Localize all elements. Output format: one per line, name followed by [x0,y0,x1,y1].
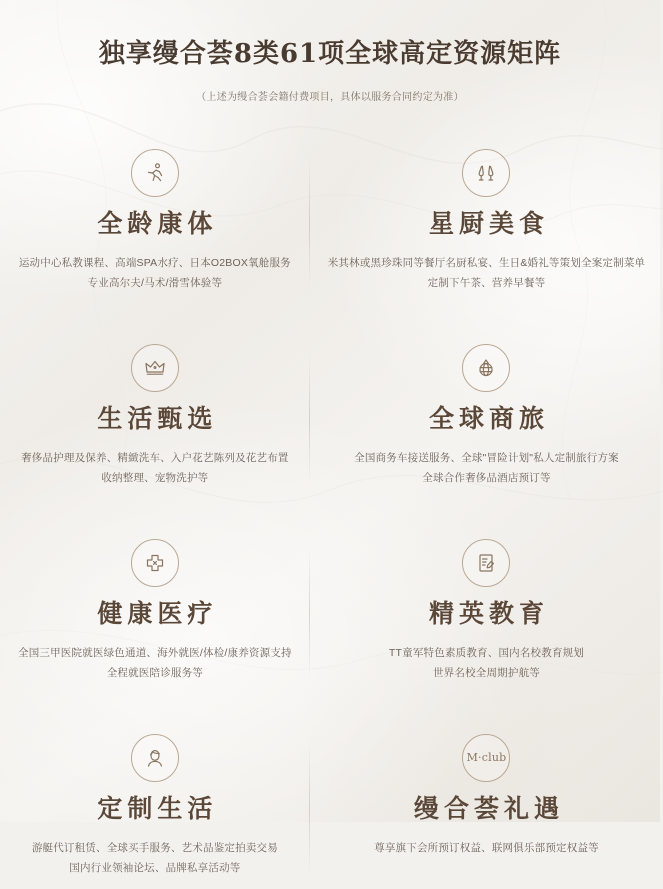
category-title: 定制生活 [97,793,218,823]
category-description [18,448,292,489]
runner-icon [131,149,179,197]
m-club-icon [462,734,510,782]
crown-icon [131,344,179,392]
category-description-line: 运动中心私教课程、高端SPA水疗、日本O2BOX氧舱服务 [18,256,291,269]
category-item-xingchu-meishi [310,143,663,304]
category-grid [0,143,660,889]
category-item-dingzhi-shenghuo [0,728,310,889]
category-description [18,838,292,879]
category-item-jingying-jiaoyu [310,533,663,694]
category-description-line: 尊享旗下会所预订权益、联网俱乐部预定权益等 [374,841,599,854]
category-description-line: 全国三甲医院就医绿色通道、海外就医/体检/康养资源支持 [18,646,292,659]
category-description [328,253,646,294]
category-title: 全龄康体 [97,208,218,238]
category-description-line: 专业高尔夫/马术/滑雪体验等 [87,277,223,290]
category-description [328,448,646,489]
page-title: 独享缦合荟8类61项全球高定资源矩阵 [98,39,562,69]
category-item-manhehui-liyu [310,728,663,889]
category-description-line: 米其林或黑珍珠同等餐厅名厨私宴、生日&婚礼等策划全案定制菜单 [327,256,646,269]
category-description-line: 世界名校全周期护航等 [432,667,540,680]
category-title: 星厨美食 [428,208,549,238]
category-description [328,643,646,684]
category-description [18,643,292,684]
category-description-line: 奢侈品护理及保养、精緻洗车、入户花艺陈列及花艺布置 [21,451,289,464]
poster-header [0,0,660,103]
category-item-quanqiu-shanglv [310,338,663,499]
category-description-line: 国内行业领袖论坛、品牌私享活动等 [69,862,241,875]
medical-cross-icon [131,539,179,587]
category-title: 生活甄选 [97,403,218,433]
category-title: 精英教育 [428,598,549,628]
category-description-line: TT童军特色素质教育、国内名校教育规划 [388,646,585,659]
category-description-line: 游艇代订租赁、全球买手服务、艺术品鉴定拍卖交易 [31,841,278,854]
category-description [18,253,292,294]
category-description-line: 收纳整理、宠物洗护等 [101,472,209,485]
category-title: 全球商旅 [428,403,549,433]
m-club-label: M·club [466,751,507,765]
category-description-line: 全国商务车接送服务、全球"冒险计划"私人定制旅行方案 [354,451,619,464]
category-item-jiankang-yiliao [0,533,310,694]
category-description [328,838,646,858]
category-item-shenghuo-zhenxuan [0,338,310,499]
champagne-glasses-icon [462,149,510,197]
globe-ring-icon [462,344,510,392]
portrait-icon [131,734,179,782]
category-description-line: 全程就医陪诊服务等 [106,667,204,680]
category-description-line: 定制下午茶、营养早餐等 [427,277,546,290]
notebook-pen-icon [462,539,510,587]
page-subtitle: （上述为缦合荟会籍付费项目，具体以服务合同约定为准） [196,91,464,103]
category-title: 健康医疗 [97,598,218,628]
category-description-line: 全球合作奢侈品酒店预订等 [422,472,551,485]
category-title: 缦合荟礼遇 [413,793,564,823]
category-item-quanling-kangti [0,143,310,304]
